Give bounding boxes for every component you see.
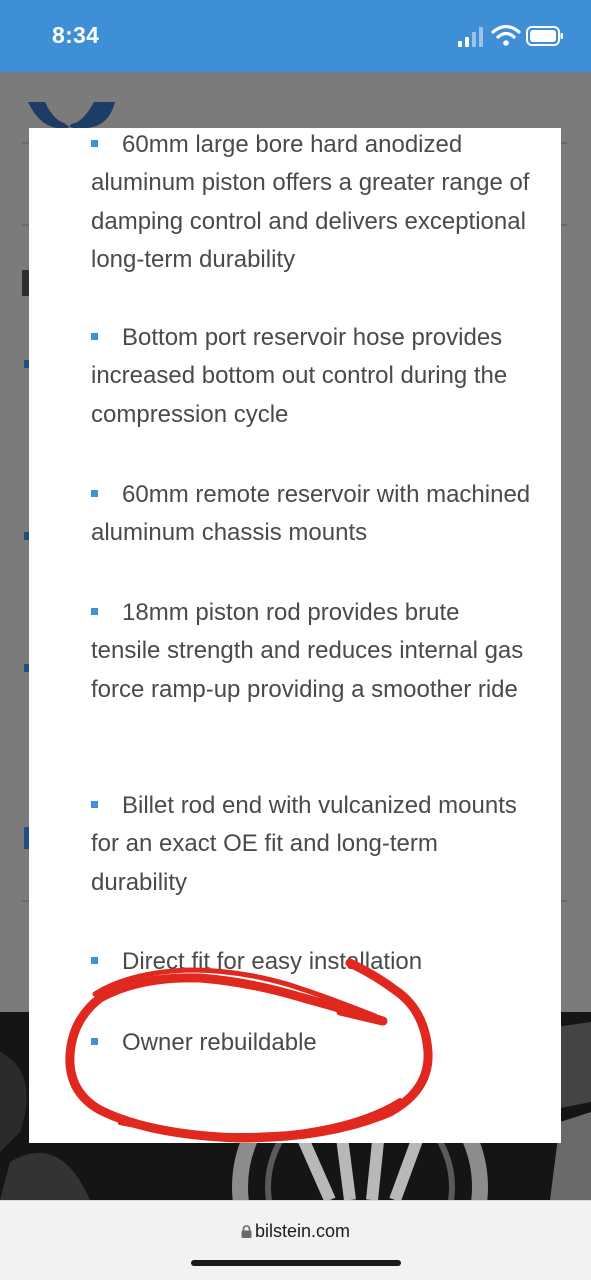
feature-text: 18mm piston rod provides brute tensile strength and reduces internal gas force ramp-up providing a smoother ride (91, 599, 524, 703)
bullet-icon (91, 801, 98, 808)
bullet-icon (91, 608, 98, 615)
bullet-icon (91, 1038, 98, 1045)
home-indicator[interactable] (191, 1260, 401, 1266)
address-bar[interactable] (0, 1221, 591, 1242)
signal-icon (457, 27, 485, 47)
lock-icon (241, 1225, 252, 1238)
feature-text: Owner rebuildable (122, 1029, 317, 1056)
wifi-icon (491, 24, 521, 46)
bullet-icon (91, 140, 98, 147)
bullet-icon (91, 957, 98, 964)
feature-item (91, 1024, 531, 1062)
feature-text: Direct fit for easy installation (122, 948, 423, 975)
bullet-icon (91, 333, 98, 340)
feature-item (91, 126, 531, 279)
feature-item (91, 787, 531, 902)
status-time: 8:34 (52, 22, 100, 48)
feature-text: Billet rod end with vulcanized mounts for an exact OE fit and long-term durability (91, 792, 517, 896)
feature-text: 60mm large bore hard anodized aluminum piston offers a greater range of damping control and delivers exceptional long-term durability (91, 131, 530, 273)
status-bar (0, 0, 591, 72)
feature-text: Bottom port reservoir hose provides increased bottom out control during the compression cycle (91, 324, 508, 428)
browser-bar (0, 1200, 591, 1280)
features-modal (29, 128, 561, 1143)
feature-list (29, 128, 561, 1143)
feature-item (91, 943, 531, 981)
bullet-icon (91, 490, 98, 497)
feature-item (91, 319, 531, 434)
battery-icon (526, 26, 564, 46)
feature-item (91, 594, 531, 709)
feature-text: 60mm remote reservoir with machined aluminum chassis mounts (91, 481, 531, 547)
feature-item (91, 476, 531, 553)
url-text: bilstein.com (254, 1221, 351, 1241)
